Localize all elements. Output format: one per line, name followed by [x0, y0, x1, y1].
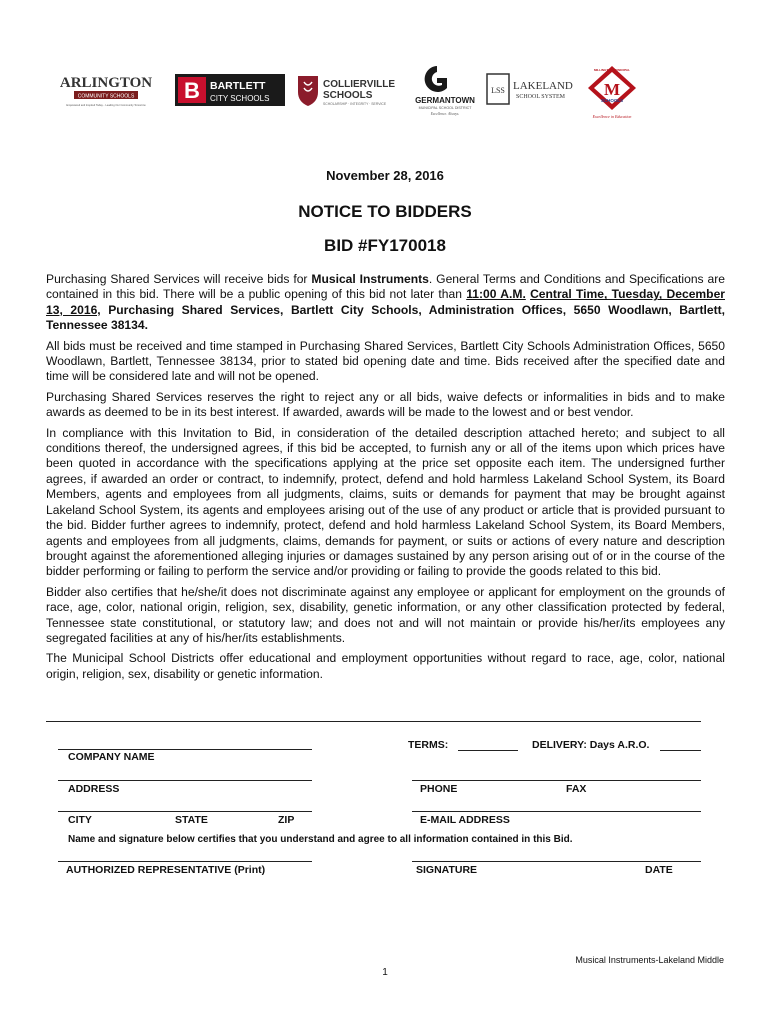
company-name-label: COMPANY NAME — [68, 751, 155, 763]
fax-label: FAX — [566, 783, 587, 795]
opening-location: Purchasing Shared Services, Bartlett City Schools, Administration Offices, 5650 Woodlawn, Bartlett, Tennessee 38134. — [46, 302, 725, 333]
state-label: STATE — [175, 814, 208, 826]
lakeland-line1: LAKELAND — [513, 80, 573, 92]
millington-letter: M — [603, 80, 621, 99]
email-label: E-MAIL ADDRESS — [420, 814, 510, 826]
district-logos — [60, 62, 710, 120]
arlington-logo — [60, 62, 152, 118]
paragraph-submission: All bids must be received and time stamped in Purchasing Shared Services, Bartlett City Schools Administration Offices, 5650 Woodlawn, Bartlett, Tennessee 38134, prior to stated bid opening date and time. Bids received after the specified date and time will be considered late and will not be opened. — [46, 338, 725, 384]
lakeland-logo — [485, 62, 581, 118]
signature-line[interactable] — [412, 861, 701, 862]
address-label: ADDRESS — [68, 783, 120, 795]
millington-word: SCHOOLS — [600, 98, 624, 103]
delivery-field[interactable] — [660, 750, 701, 751]
germantown-sub: MUNICIPAL SCHOOL DISTRICT — [418, 106, 472, 110]
svg-text:B: B — [184, 78, 200, 103]
millington-tagline: Excellence in Education — [592, 114, 632, 119]
page-title: NOTICE TO BIDDERS — [298, 202, 472, 221]
opening-time: 11:00 A.M. — [466, 287, 526, 302]
bartlett-logo — [175, 62, 285, 118]
arlington-tagline: Empowered and Inspired Today... Leading Our Community Tomorrow — [66, 104, 146, 107]
collierville-logo — [296, 62, 404, 118]
paragraph-equal-opportunity: The Municipal School Districts offer educational and employment opportunities without regard to race, age, color, national origin, religion, sex, disability or genetic information. — [46, 651, 725, 681]
arlington-sub: COMMUNITY SCHOOLS — [77, 93, 135, 100]
bid-number: BID #FY170018 — [324, 236, 446, 255]
signature-note: Name and signature below certifies that you understand and agree to all information contained in this Bid. — [68, 834, 573, 845]
collierville-line1: COLLIERVILLE — [323, 79, 396, 90]
paragraph-rights: Purchasing Shared Services reserves the right to reject any or all bids, waive defects or informalities in bids and to make awards as deemed to be in its best interest. If awarded, awards will be made to the lowest and or best vendor. — [46, 389, 725, 420]
authorized-rep-line[interactable] — [58, 861, 312, 862]
terms-field[interactable] — [458, 750, 518, 751]
paragraph-nondiscrimination: Bidder also certifies that he/she/it does not discriminate against any employee or applicant for employment on the grounds of race, age, color, national origin, religion, sex, disability, genetic information, or any other classification protected by federal, Tennessee state constitutional, or statutory law; and does not and will not maintain or provide his/her/its employees any segregated facilities at any of his/her/its establishments. — [46, 584, 725, 645]
collierville-line2: SCHOOLS — [323, 90, 373, 101]
signature-label: SIGNATURE — [416, 864, 478, 876]
company-name-line[interactable] — [58, 749, 312, 750]
page-number: 1 — [382, 967, 388, 978]
millington-ring: MILLINGTON MUNICIPAL — [594, 68, 630, 72]
paragraph-intro: Purchasing Shared Services will receive bids for Musical Instruments. General Terms and Conditions and Specifications are contained in this bid. There will be a public opening of this bid not later than 11:00 A.M. Central Time, Tuesday, December 13, 2016, Purchasing Shared Services, Bartlett City Schools, Administration Offices, 5650 Woodlawn, Bartlett, Tennessee 38134. — [46, 272, 725, 333]
bid-item: Musical Instruments — [311, 272, 429, 286]
date-label: DATE — [645, 864, 673, 876]
collierville-tagline: SCHOLARSHIP · INTEGRITY · SERVICE — [323, 102, 387, 106]
paragraph-compliance: In compliance with this Invitation to Bid, in consideration of the detailed description attached hereto; and subject to all conditions thereof, the undersigned agrees, if this bid be accepted, to furnish any or all of the items upon which prices have been quoted in accordance with the specifications applying at the price set opposite each item. The undersigned further agrees, if awarded an order or contract, to indemnify, protect, defend and hold harmless Lakeland School System, its Board Members, agents and employees from all judgments, claims, suits or demands for payment that may be brought against Lakeland School System, its agents and employees arising out of the use of any product or article that is provided pursuant to the bid. Bidder further agrees to indemnify, protect, defend and hold harmless Lakeland School System, its Board Members, agents and employees from all judgments, claims, demands for payment, or suits or actions of every nature and description brought against the aforementioned alleging injuries or damages sustained by any person arising out of or in the course of the bidder performing or failing to perform the service and/or providing or failing to provide the goods related to this bid. — [46, 425, 725, 579]
section-divider — [46, 721, 701, 722]
germantown-logo — [409, 62, 481, 118]
city-state-zip-line[interactable] — [58, 811, 312, 812]
millington-logo — [584, 64, 640, 122]
document-footer-name: Musical Instruments-Lakeland Middle — [575, 955, 724, 965]
zip-label: ZIP — [278, 814, 295, 826]
arlington-name: ARLINGTON — [60, 75, 152, 91]
terms-label: TERMS: — [408, 739, 449, 751]
lakeland-line2: SCHOOL SYSTEM — [516, 94, 565, 100]
germantown-name: GERMANTOWN — [415, 96, 475, 105]
phone-fax-line[interactable] — [412, 780, 701, 781]
notice-date: November 28, 2016 — [326, 168, 444, 183]
notice-body — [46, 272, 725, 687]
bartlett-line1: BARTLETT — [210, 80, 266, 92]
delivery-label: DELIVERY: Days A.R.O. — [532, 739, 650, 751]
germantown-tagline: Excellence. Always. — [430, 112, 460, 116]
opening-date: Central Time, Tuesday, December 13, 2016, — [46, 287, 725, 317]
lakeland-initials: LSS — [491, 86, 505, 95]
phone-label: PHONE — [420, 783, 458, 795]
address-line[interactable] — [58, 780, 312, 781]
city-label: CITY — [68, 814, 92, 826]
authorized-rep-label: AUTHORIZED REPRESENTATIVE (Print) — [66, 864, 266, 876]
bartlett-line2: CITY SCHOOLS — [210, 94, 270, 103]
email-line[interactable] — [412, 811, 701, 812]
